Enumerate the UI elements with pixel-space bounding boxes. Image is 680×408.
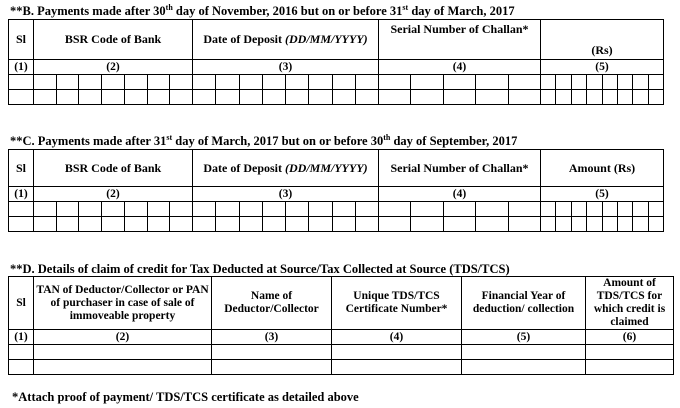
entry-cell[interactable]	[332, 345, 462, 360]
serial-boxes[interactable]	[379, 217, 541, 232]
col-number: (2)	[34, 330, 212, 345]
date-format: (DD/MM/YYYY)	[285, 160, 368, 175]
col-header-deductor-name: Name of Deductor/Collector	[212, 277, 332, 330]
section-c-table	[8, 149, 664, 232]
section-c-title	[10, 134, 517, 148]
entry-cell[interactable]	[9, 345, 34, 360]
date-boxes[interactable]	[193, 90, 379, 105]
section-b-title-part: day of March, 2017	[408, 4, 515, 18]
footnote: *Attach proof of payment/ TDS/TCS certificate as detailed above	[12, 390, 359, 404]
date-label: Date of Deposit	[203, 160, 282, 175]
section-b-table	[8, 19, 664, 105]
col-number: (1)	[9, 187, 34, 202]
col-number: (5)	[541, 60, 664, 75]
col-number: (3)	[193, 60, 379, 75]
entry-cell[interactable]	[462, 345, 586, 360]
col-header-sl: Sl	[9, 277, 34, 330]
col-number: (4)	[332, 330, 462, 345]
col-header-bsr: BSR Code of Bank	[34, 150, 193, 187]
date-boxes[interactable]	[193, 202, 379, 217]
col-header-date	[193, 150, 379, 187]
col-number: (4)	[379, 187, 541, 202]
col-header-date	[193, 20, 379, 60]
col-header-bsr: BSR Code of Bank	[34, 20, 193, 60]
date-label: Date of Deposit	[203, 32, 282, 46]
entry-cell[interactable]	[34, 345, 212, 360]
section-c-title-part: day of March, 2017 but on or before 30	[172, 134, 384, 148]
col-number: (2)	[34, 60, 193, 75]
bsr-boxes[interactable]	[34, 75, 193, 90]
bsr-boxes[interactable]	[34, 202, 193, 217]
entry-cell[interactable]	[212, 360, 332, 375]
entry-cell[interactable]	[9, 75, 34, 90]
entry-cell[interactable]	[9, 217, 34, 232]
section-b-title-part: **B. Payments made after 30	[10, 4, 166, 18]
entry-cell[interactable]	[9, 360, 34, 375]
col-header-sl: Sl	[9, 150, 34, 187]
col-number: (5)	[462, 330, 586, 345]
entry-cell[interactable]	[212, 345, 332, 360]
section-b-title	[10, 4, 515, 18]
section-b-title-part: day of November, 2016 but on or before 31	[172, 4, 403, 18]
amount-boxes[interactable]	[541, 75, 664, 90]
section-d-table	[8, 276, 674, 375]
entry-cell[interactable]	[586, 345, 674, 360]
amount-boxes[interactable]	[541, 90, 664, 105]
entry-cell[interactable]	[9, 202, 34, 217]
bsr-boxes[interactable]	[34, 217, 193, 232]
col-number: (1)	[9, 60, 34, 75]
section-b-title-sup: st	[402, 2, 409, 12]
col-number: (3)	[212, 330, 332, 345]
col-header-financial-year: Financial Year of deduction/ collection	[462, 277, 586, 330]
date-boxes[interactable]	[193, 75, 379, 90]
bsr-boxes[interactable]	[34, 90, 193, 105]
col-header-serial: Serial Number of Challan*	[379, 150, 541, 187]
col-number: (5)	[541, 187, 664, 202]
entry-cell[interactable]	[332, 360, 462, 375]
col-header-tds-amount: Amount of TDS/TCS for which credit is claimed	[586, 277, 674, 330]
section-c-title-part: day of September, 2017	[390, 134, 518, 148]
amount-boxes[interactable]	[541, 202, 664, 217]
serial-boxes[interactable]	[379, 90, 541, 105]
col-number: (2)	[34, 187, 193, 202]
section-c-title-sup: st	[166, 132, 173, 142]
col-header-serial: Serial Number of Challan*	[379, 20, 541, 60]
serial-boxes[interactable]	[379, 75, 541, 90]
section-c-title-sup: th	[383, 132, 391, 142]
date-format: (DD/MM/YYYY)	[285, 32, 368, 46]
section-c-title-part: **C. Payments made after 31	[10, 134, 167, 148]
serial-boxes[interactable]	[379, 202, 541, 217]
col-header-sl: Sl	[9, 20, 34, 60]
col-header-certificate: Unique TDS/TCS Certificate Number*	[332, 277, 462, 330]
entry-cell[interactable]	[462, 360, 586, 375]
section-b-title-sup: th	[165, 2, 173, 12]
col-number: (6)	[586, 330, 674, 345]
date-boxes[interactable]	[193, 217, 379, 232]
entry-cell[interactable]	[9, 90, 34, 105]
entry-cell[interactable]	[586, 360, 674, 375]
col-header-amount: (Rs)	[541, 20, 664, 60]
col-number: (3)	[193, 187, 379, 202]
entry-cell[interactable]	[34, 360, 212, 375]
col-header-amount: Amount (Rs)	[541, 150, 664, 187]
col-header-tan: TAN of Deductor/Collector or PAN of purchaser in case of sale of immoveable property	[34, 277, 212, 330]
section-d-title: **D. Details of claim of credit for Tax Deducted at Source/Tax Collected at Source (TDS/TCS)	[10, 262, 510, 276]
col-number: (1)	[9, 330, 34, 345]
amount-boxes[interactable]	[541, 217, 664, 232]
col-number: (4)	[379, 60, 541, 75]
